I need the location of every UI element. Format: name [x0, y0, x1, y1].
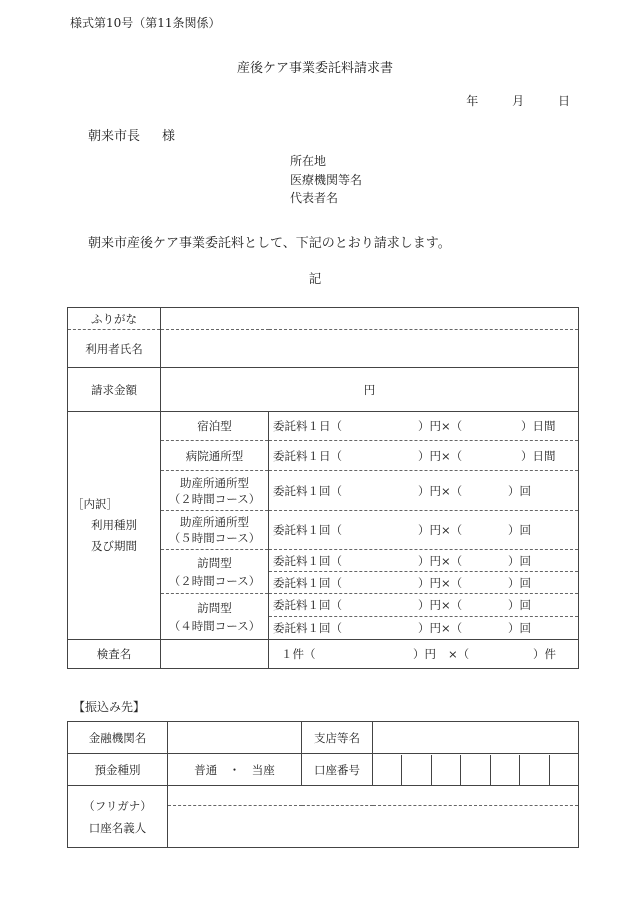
- date-line: [436, 92, 570, 109]
- representative-label: 代表者名: [290, 191, 339, 205]
- fee-per-time-label: 委託料１回（: [273, 483, 342, 498]
- fee-times: ）回: [508, 621, 531, 635]
- fee-per-day-label: 委託料１日（: [273, 448, 342, 463]
- holder-furigana-field[interactable]: [168, 786, 579, 806]
- request-statement: 朝来市産後ケア事業委託料として、下記のとおり請求します。: [88, 236, 451, 251]
- account-digit-box[interactable]: [431, 755, 460, 785]
- fee-yen-times: ）円×（: [418, 448, 463, 463]
- fee-yen-times: ）円×（: [418, 523, 463, 537]
- account-digit-boxes: [373, 755, 578, 785]
- fee-per-day-label: 委託料１日（: [273, 419, 342, 433]
- fee-per-time-label: 委託料１回（: [273, 621, 342, 635]
- breakdown-label: [68, 412, 161, 640]
- fee-per-time-label: 委託料１回（: [273, 523, 342, 537]
- account-digit-box[interactable]: [519, 755, 548, 785]
- type-midwife-2h-line2: （２時間コース）: [168, 491, 261, 506]
- type-midwife-2h: [161, 471, 269, 511]
- amount-label: 請求金額: [68, 368, 161, 412]
- fee-per-time-label: 委託料１回（: [273, 575, 342, 590]
- fee-row-visit-4h-b[interactable]: [269, 617, 579, 640]
- fee-per-time-label: 委託料１回（: [273, 598, 342, 612]
- furigana-label: ふりがな: [68, 308, 161, 330]
- exam-fee-row[interactable]: [269, 640, 579, 669]
- exam-yen: ）円: [413, 647, 436, 661]
- fee-row-visit-4h-a[interactable]: [269, 594, 579, 617]
- furigana-field[interactable]: [161, 308, 579, 330]
- date-day: 日: [557, 94, 570, 108]
- breakdown-label-1: ［内訳］: [72, 497, 118, 511]
- fee-yen-times: ）円×（: [418, 553, 463, 568]
- deposit-type-label: 預金種別: [68, 754, 168, 786]
- fee-yen-times: ）円×（: [418, 419, 463, 433]
- type-visit-4h: [161, 594, 269, 640]
- type-visit-line1: 訪問型: [197, 555, 232, 570]
- bank-heading: 【振込み先】: [73, 700, 146, 714]
- amount-unit: 円: [363, 382, 376, 397]
- fee-row-stay[interactable]: [269, 412, 579, 441]
- holder-label: 口座名義人: [88, 820, 147, 835]
- fee-yen-times: ）円×（: [418, 621, 463, 635]
- fee-days: ）日間: [521, 419, 556, 433]
- addressee: [88, 125, 175, 144]
- user-name-field[interactable]: [161, 330, 579, 368]
- type-stay: 宿泊型: [161, 412, 269, 441]
- date-year: 年: [466, 94, 479, 108]
- fee-times: ）回: [508, 598, 531, 612]
- amount-field[interactable]: [161, 368, 579, 412]
- account-digit-box[interactable]: [460, 755, 489, 785]
- fee-row-midwife-2h[interactable]: [269, 471, 579, 511]
- type-visit-2h-line2: （２時間コース）: [168, 573, 261, 588]
- account-holder-label: [68, 786, 168, 848]
- fee-per-time-label: 委託料１回（: [273, 553, 342, 568]
- honorific: 様: [162, 129, 176, 144]
- institution-label: 医療機関等名: [290, 172, 363, 187]
- bank-name-field[interactable]: [168, 722, 302, 754]
- fee-yen-times: ）円×（: [418, 598, 463, 612]
- fee-yen-times: ）円×（: [418, 483, 463, 498]
- account-number-label: 口座番号: [302, 754, 373, 786]
- type-midwife-5h-line2: （５時間コース）: [168, 531, 261, 545]
- account-digit-box[interactable]: [490, 755, 519, 785]
- applicant-block: [290, 152, 362, 208]
- address-label: 所在地: [290, 154, 327, 168]
- user-name-label: 利用者氏名: [68, 330, 161, 368]
- fee-yen-times: ）円×（: [418, 575, 463, 590]
- type-hospital-day: 病院通所型: [161, 441, 269, 471]
- breakdown-label-3: 及び期間: [91, 539, 137, 553]
- branch-field[interactable]: [373, 722, 579, 754]
- claim-table: [67, 307, 579, 669]
- exam-per-item-label: １件（: [281, 647, 316, 661]
- fee-times: ）回: [508, 575, 531, 590]
- bank-name-label: 金融機関名: [68, 722, 168, 754]
- fee-row-midwife-5h[interactable]: [269, 511, 579, 550]
- exam-times: ×（: [448, 647, 470, 661]
- form-number: 様式第10号（第11条関係）: [70, 16, 221, 30]
- exam-count: ）件: [533, 647, 556, 661]
- type-midwife-5h: [161, 511, 269, 550]
- exam-name-field[interactable]: [161, 640, 269, 669]
- fee-days: ）日間: [521, 448, 556, 463]
- fee-times: ）回: [508, 553, 531, 568]
- account-digit-box[interactable]: [549, 755, 578, 785]
- type-visit-line1: 訪問型: [197, 600, 232, 615]
- account-digit-box[interactable]: [373, 755, 401, 785]
- date-month: 月: [512, 94, 525, 108]
- fee-times: ）回: [508, 483, 531, 498]
- exam-label: 検査名: [68, 640, 161, 669]
- type-midwife-line1: 助産所通所型: [180, 515, 249, 529]
- account-digit-box[interactable]: [401, 755, 430, 785]
- deposit-type-options[interactable]: 普通 ・ 当座: [168, 754, 302, 786]
- bank-table: [67, 721, 579, 848]
- fee-row-visit-2h-a[interactable]: [269, 550, 579, 572]
- document-title: 産後ケア事業委託料請求書: [236, 61, 393, 76]
- holder-name-field[interactable]: [168, 806, 579, 848]
- fee-times: ）回: [508, 523, 531, 537]
- breakdown-label-2: 利用種別: [91, 518, 137, 532]
- branch-label: 支店等名: [302, 722, 373, 754]
- type-midwife-line1: 助産所通所型: [180, 475, 249, 490]
- holder-furigana-label: （フリガナ）: [83, 798, 152, 813]
- fee-row-hospital-day[interactable]: [269, 441, 579, 471]
- type-visit-4h-line2: （４時間コース）: [168, 618, 261, 633]
- type-visit-2h: [161, 550, 269, 594]
- addressee-name: 朝来市長: [88, 129, 141, 144]
- account-number-field[interactable]: [373, 754, 579, 786]
- fee-row-visit-2h-b[interactable]: [269, 572, 579, 594]
- ki-heading: 記: [308, 271, 322, 286]
